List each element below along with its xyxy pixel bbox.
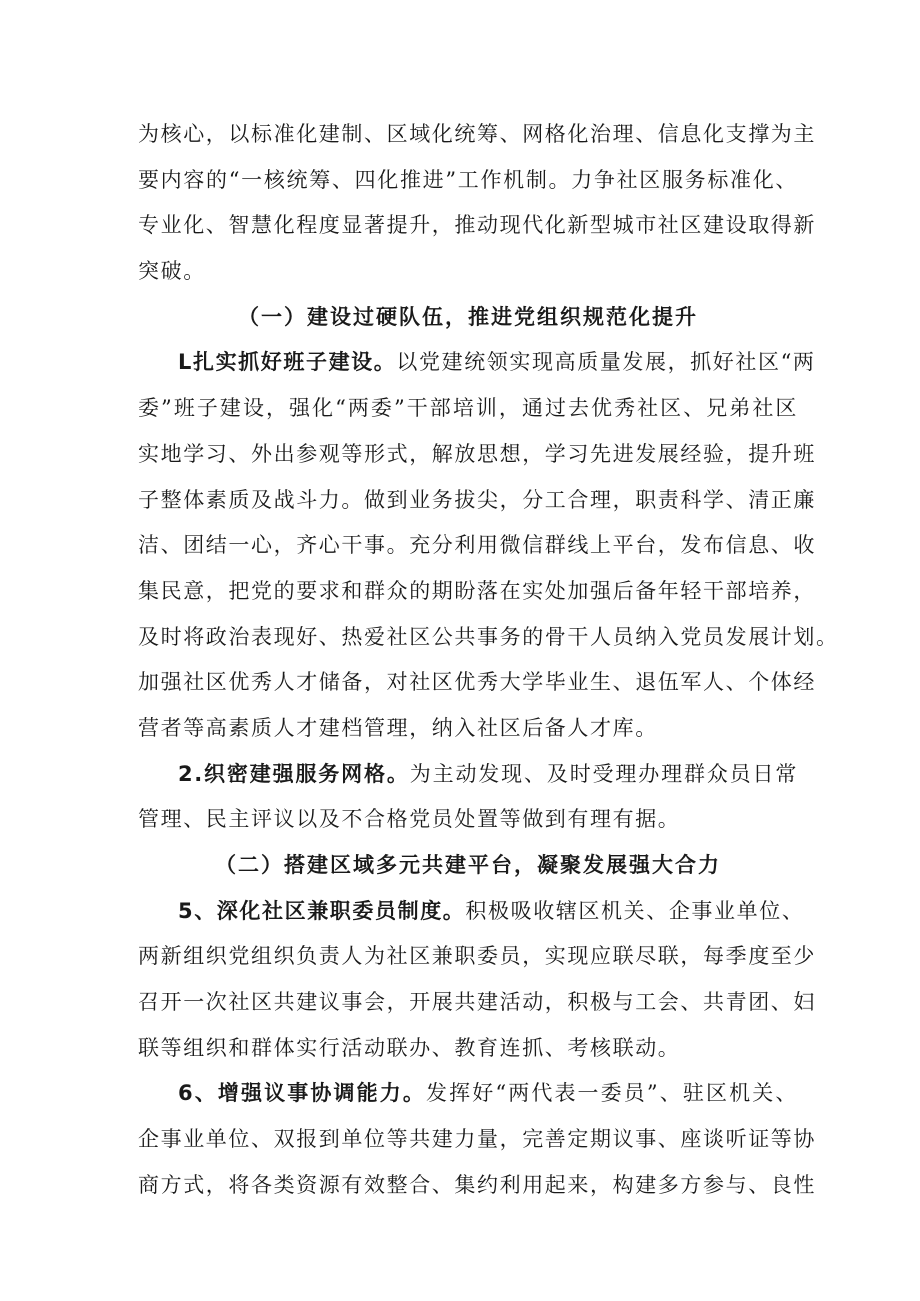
text-line: 管理、民主评议以及不合格党员处置等做到有理有据。	[138, 807, 681, 832]
item-text: 以党建统领实现高质量发展，抓好社区“两	[396, 350, 816, 375]
text-line: 召开一次社区共建议事会，开展共建活动，积极与工会、共青团、妇	[138, 990, 816, 1015]
text-line: 为核心，以标准化建制、区域化统筹、网格化治理、信息化支撑为主	[138, 122, 816, 146]
text-line: 加强社区优秀人才储备，对社区优秀大学毕业生、退伍军人、个体经	[138, 670, 816, 695]
item-title: 2.织密建强服务网格。	[178, 761, 410, 786]
text-line: 商方式，将各类资源有效整合、集约利用起来，构建多方参与、良性	[138, 1172, 816, 1197]
text-line: 企事业单位、双报到单位等共建力量，完善定期议事、座谈听证等协	[138, 1127, 816, 1152]
text-line: 专业化、智慧化程度显著提升，推动现代化新型城市社区建设取得新	[138, 213, 816, 238]
item-title: 6、增强议事协调能力。	[178, 1081, 426, 1106]
paragraph-first-line	[138, 1071, 798, 1117]
paragraph-first-line	[138, 752, 798, 798]
text-line: 洁、团结一心，齐心干事。充分利用微信群线上平台，发布信息、收	[138, 533, 816, 558]
document-body	[138, 112, 839, 1209]
text-line: 两新组织党组织负责人为社区兼职委员，实现应联尽联，每季度至少	[138, 944, 816, 969]
paragraph-first-line	[138, 889, 805, 935]
text-line: 实地学习、外出参观等形式，解放思想，学习先进发展经验，提升班	[138, 441, 816, 466]
text-line: 营者等高素质人才建档管理，纳入社区后备人才库。	[138, 715, 658, 740]
section-heading: （二）搭建区域多元共建平台，凝聚发展强大合力	[215, 853, 721, 877]
text-line: 联等组织和群体实行活动联办、教育连抓、考核联动。	[138, 1035, 681, 1060]
item-title: L扎实抓好班子建设。	[178, 350, 397, 375]
text-line: 子整体素质及战斗力。做到业务拔尖，分工合理，职责科学、清正廉	[138, 487, 816, 512]
item-text: 积极吸收辖区机关、企事业单位、	[465, 898, 805, 923]
text-line: 集民意，把党的要求和群众的期盼落在实处加强后备年轻干部培养，	[138, 578, 816, 603]
item-text: 发挥好“两代表一委员”、驻区机关、	[425, 1081, 799, 1106]
text-line: 及时将政治表现好、热爱社区公共事务的骨干人员纳入党员发展计划。	[138, 624, 839, 649]
item-text: 为主动发现、及时受理办理群众员日常	[409, 761, 798, 786]
item-title: 5、深化社区兼职委员制度。	[178, 898, 466, 923]
text-line: 突破。	[138, 259, 206, 284]
text-line: 委”班子建设，强化“两委”干部培训，通过去优秀社区、兄弟社区	[138, 396, 798, 421]
text-line: 要内容的“一核统筹、四化推进”工作机制。力争社区服务标准化、	[138, 167, 798, 192]
section-heading: （一）建设过硬队伍，推进党组织规范化提升	[238, 304, 698, 329]
paragraph-first-line	[138, 340, 816, 386]
